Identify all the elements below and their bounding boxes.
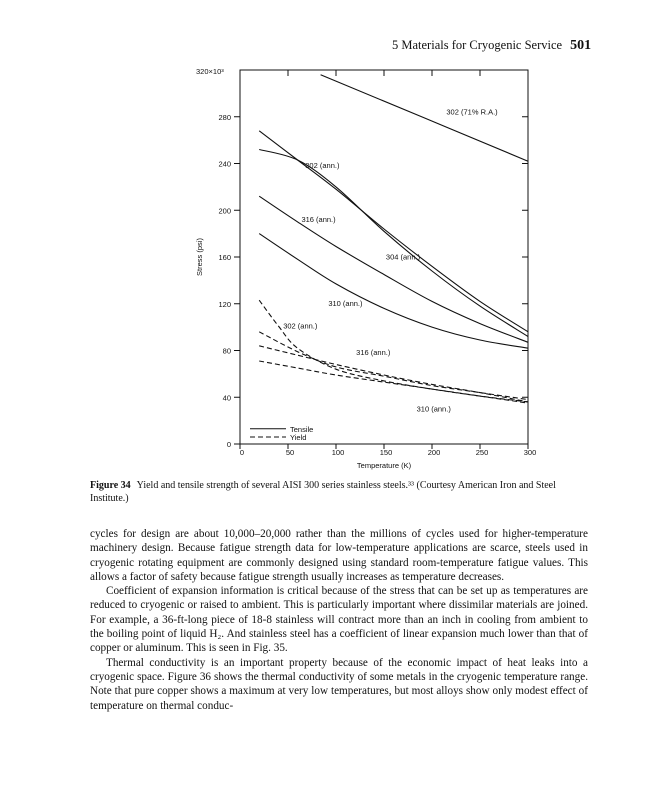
running-header — [392, 38, 592, 54]
y-tick-label: 280 — [218, 112, 231, 122]
x-tick-label: 300 — [523, 448, 537, 457]
y-tick-label: 120 — [218, 299, 231, 309]
curve-label: 310 (ann.) — [416, 404, 451, 414]
y-tick-label: 0 — [226, 440, 231, 449]
legend-tensile-label: Tensile — [290, 424, 314, 434]
x-tick-label: 250 — [475, 448, 489, 457]
y-tick-label: 80 — [222, 346, 231, 356]
curve-label: 310 (ann.) — [328, 299, 363, 309]
y-multiplier-label: 320×10³ — [196, 67, 224, 76]
curve-label: 304 (ann.) — [385, 252, 421, 262]
curve-label: 302 (ann.) — [283, 321, 318, 331]
curve-label: 302 (71% R.A.) — [446, 107, 498, 117]
legend-yield-label: Yield — [290, 432, 307, 442]
x-tick-label: 200 — [427, 448, 441, 457]
series-line-304-ann-yield — [259, 346, 528, 402]
x-axis-label: Temperature (K) — [356, 461, 412, 470]
body-text — [90, 527, 588, 713]
chart-svg — [180, 60, 540, 480]
legend — [250, 425, 313, 442]
paragraph-2: Coefficient of expansion information is critical because of the stress that can be set up as temperatures are reduced to cryogenic or raised to ambient. This is particularly important where dissimilar materials are joined. For example, a 36-ft-long piece of 18-8 stainless will contract more than an inch in cooling from ambient to the boiling point of liquid H₂. And stainless steel has a coefficient of linear expansion much lower than that of copper or aluminum. This is seen in Fig. 35. — [90, 585, 588, 655]
y-tick-label: 160 — [218, 253, 231, 262]
chapter-title: 5 Materials for Cryogenic Service — [392, 38, 563, 52]
series-line-310-ann-tensile — [259, 234, 528, 349]
x-tick-label: 100 — [331, 448, 345, 457]
caption-text: Yield and tensile strength of several AISI 300 series stainless steels.³³ (Courtesy American Iron and Steel Institute.) — [90, 480, 556, 504]
curve-label: 316 (ann.) — [301, 214, 336, 224]
paragraph-3: Thermal conductivity is an important property because of the economic impact of heat leaks into a cryogenic space. Figure 36 shows the thermal conductivity of some metals in the cryogenic temperature range. Note that pure copper shows a maximum at very low temperatures, but most alloys show only modest effect of temperature on thermal conduc- — [90, 656, 588, 712]
y-tick-label: 240 — [218, 159, 231, 169]
plot-frame — [240, 70, 528, 444]
series-line-302-71-r-a — [321, 75, 528, 162]
curve-label: 316 (ann.) — [356, 348, 391, 358]
curve-label: 302 (ann.) — [305, 161, 340, 171]
x-tick-label: 50 — [285, 448, 295, 457]
y-tick-label: 40 — [222, 393, 231, 403]
page-number: 501 — [570, 38, 592, 53]
series-line-302-ann-yield — [259, 300, 528, 402]
figure-34-chart — [180, 60, 540, 480]
y-tick-label: 200 — [218, 206, 231, 216]
paragraph-1: cycles for design are about 10,000–20,000 rather than the millions of cycles used for higher-temperature machinery design. Because fatigue strength data for low-temperature applications are scarce, steels used in cryogenic rotating equipment are commonly designed using standard room-temperature fatigue values. This allows a factor of safety because fatigue strength usually increases as temperature decreases. — [90, 528, 588, 583]
caption-label: Figure 34 — [90, 480, 131, 491]
x-tick-label: 0 — [239, 448, 245, 457]
x-tick-label: 150 — [379, 448, 393, 457]
y-axis-label: Stress (psi) — [195, 238, 204, 276]
figure-caption — [90, 479, 588, 505]
series-line-304-ann-tensile — [259, 150, 528, 337]
